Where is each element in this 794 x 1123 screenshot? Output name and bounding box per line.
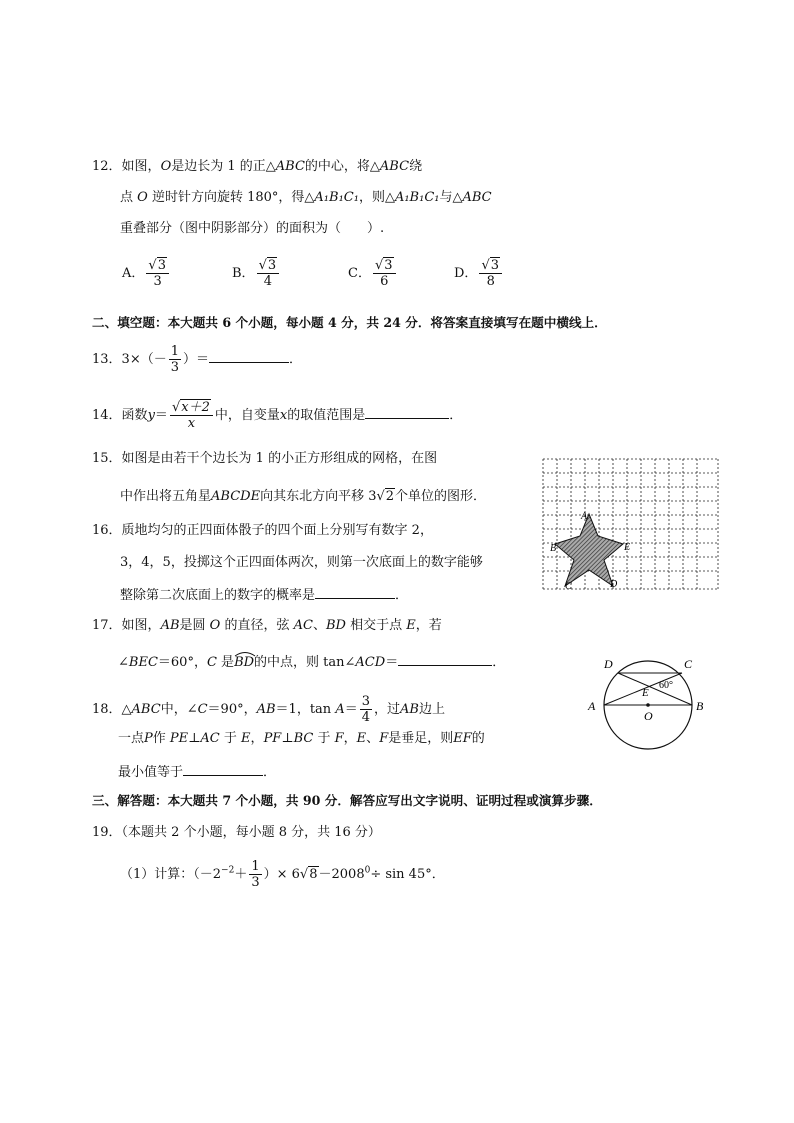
q17-line2: ∠BEC＝60°，C 是 BD的中点，则 tan∠ACD＝ ． [118,652,505,672]
arc-mark [234,651,256,657]
figure-17-circle [584,652,712,760]
star-label-c: C [565,581,572,592]
q16-line3: 整除第二次底面上的数字的概率是 ． [120,585,408,605]
q13: 13．3×（－ $\frac{1}{3}$ ）＝ ． [92,344,303,375]
q18-line1: 18．△ABC中，∠C＝90°，AB＝1，tan A＝ $\frac{3}{4}$ ，过AB边上 [92,694,445,725]
arc-bd: BD [234,655,254,670]
q13-answer-blank[interactable] [209,349,289,363]
circle-label-a: A [588,699,596,713]
q12-option-a: A． $\frac{√3}{3}$ [122,258,171,289]
q16-line1: 16．质地均匀的正四面体骰子的四个面上分别写有数字 2， [92,523,433,538]
q18-line3: 最小值等于 ． [118,762,276,782]
q14: 14．函数y＝ $\frac{√x+2}{x}$ 中，自变量x的取值范围是 ． [92,400,463,431]
star-label-e: E [624,542,631,553]
q15-line1: 15．如图是由若干个边长为 1 的小正方形组成的网格，在图 [92,451,438,466]
star-label-b: B [550,543,557,554]
q19-header: 19．（本题共 2 个小题，每小题 8 分，共 16 分） [92,825,381,840]
circle-label-e: E [642,687,649,699]
angle-label: 60° [659,680,673,691]
q18-answer-blank[interactable] [183,762,263,776]
q15-line2: 中作出将五角星ABCDE向其东北方向平移 3√2个单位的图形． [120,489,487,504]
circle-label-o: O [644,709,653,723]
q12-number: 12． [92,159,122,174]
q18-line2: 一点P作 PE⊥AC 于 E，PF⊥BC 于 F，E、F是垂足，则EF的 [118,731,485,746]
figure-15-grid-star [540,456,722,594]
q12-option-b: B． $\frac{√3}{4}$ [232,258,281,289]
section-2-heading: 二、填空题：本大题共 6 个小题，每小题 4 分，共 24 分．将答案直接填写在题中横线上． [92,315,607,330]
circle-label-c: C [684,657,693,671]
q12-line1: 12．如图，O是边长为 1 的正△ABC的中心，将△ABC绕 [92,159,423,174]
q12-option-d: D． $\frac{√3}{8}$ [454,258,504,289]
chord-bd [618,673,692,705]
star-label-a: A [581,511,588,522]
q16-line2: 3，4，5，投掷这个正四面体两次，则第一次底面上的数字能够 [120,555,483,570]
q16-answer-blank[interactable] [315,585,395,599]
q17-line1: 17．如图，AB是圆 O 的直径，弦 AC、BD 相交于点 E，若 [92,618,442,633]
q14-answer-blank[interactable] [365,405,449,419]
grid-lines [543,459,718,589]
q12-line3: 重叠部分（图中阴影部分）的面积为（ ）. [120,221,385,236]
star-label-d: D [610,579,618,590]
center-dot [646,703,650,707]
q17-answer-blank[interactable] [398,652,492,666]
q19-part1: （1）计算：（$-2^{-2}+$ $\frac{1}{3}$ ）× $6√8-2008^0\div \sin 45^\circ$． [120,859,445,890]
q12-option-c: C． $\frac{√3}{6}$ [348,258,398,289]
section-3-heading: 三、解答题：本大题共 7 个小题，共 90 分．解答应写出文字说明、证明过程或演算步骤． [92,793,602,808]
circle-label-d: D [604,657,613,671]
circle-label-b: B [696,699,704,713]
q12-line2: 点 O 逆时针方向旋转 180°，得△A₁B₁C₁，则△A₁B₁C₁与△ABC [120,190,492,205]
